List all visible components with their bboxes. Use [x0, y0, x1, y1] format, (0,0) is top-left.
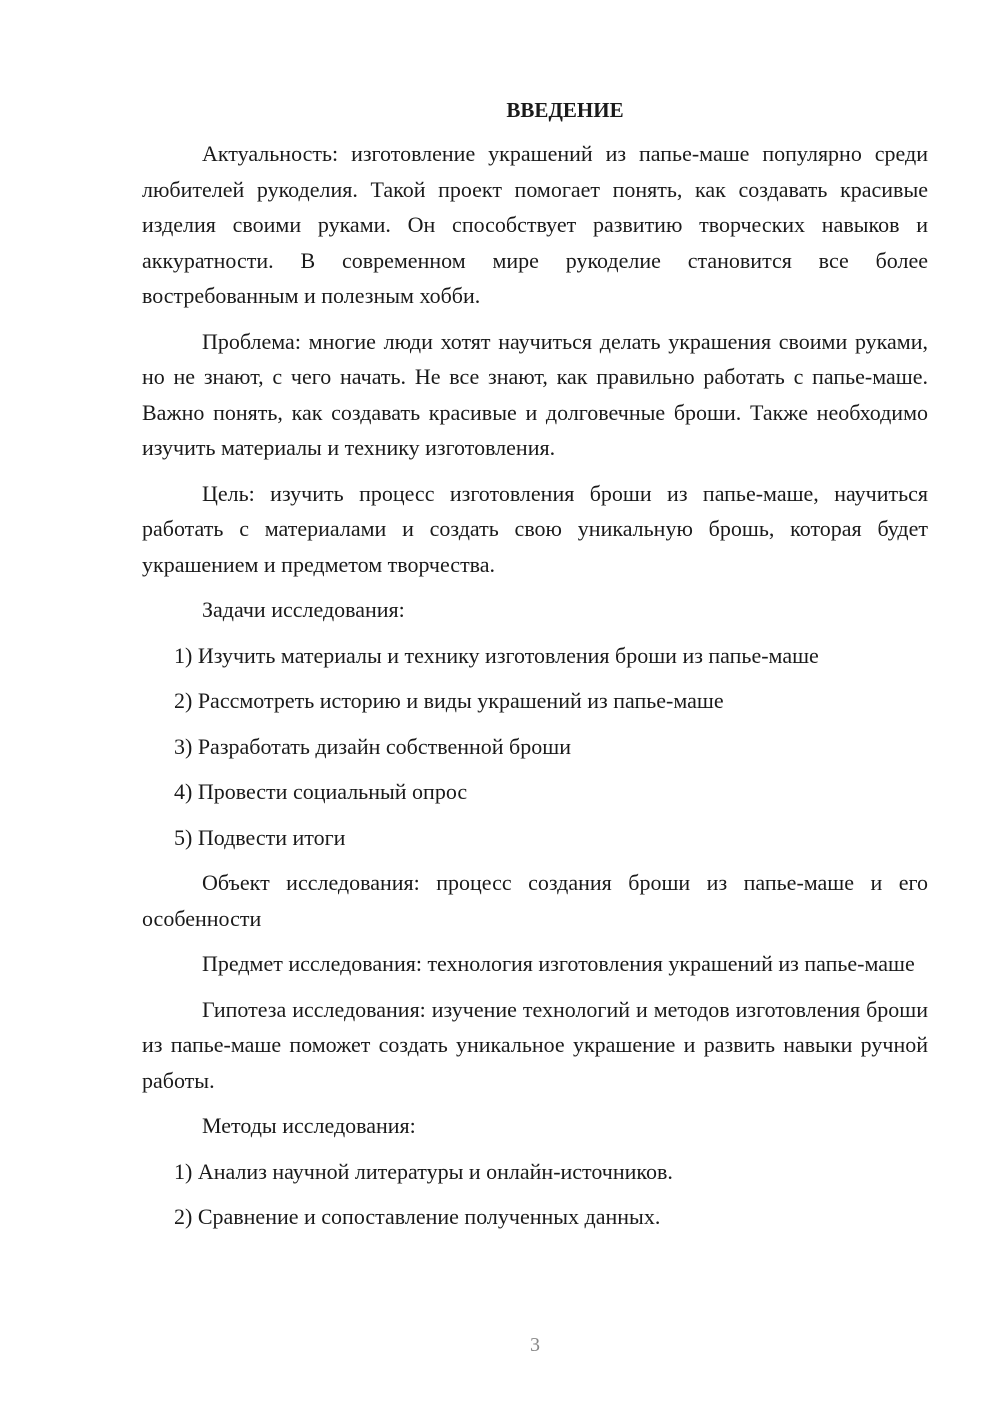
- methods-heading: Методы исследования:: [202, 1113, 416, 1138]
- hypothesis-paragraph: Гипотеза исследования: изучение технологий и методов изготовления броши из папье-маше поможет создать уникальное украшение и развить навыки ручной работы.: [142, 996, 928, 1093]
- list-item: 2) Рассмотреть историю и виды украшений из папье-маше: [174, 688, 724, 713]
- object-paragraph: Объект исследования: процесс создания броши из папье-маше и его особенности: [142, 870, 928, 931]
- goal-paragraph: Цель: изучить процесс изготовления броши из папье-маше, научиться работать с материалами и создать свою уникальную брошь, которая будет украшением и предметом творчества.: [142, 480, 928, 577]
- list-item: 4) Провести социальный опрос: [174, 779, 468, 804]
- list-item: 3) Разработать дизайн собственной броши: [174, 733, 571, 759]
- page-number: 3: [530, 1334, 540, 1356]
- subject-paragraph: Предмет исследования: технология изготовления украшений из папье-маше: [202, 951, 915, 976]
- tasks-list: [142, 638, 928, 856]
- list-item: 1) Анализ научной литературы и онлайн-источников.: [174, 1158, 673, 1184]
- problem-paragraph: Проблема: многие люди хотят научиться делать украшения своими руками, но не знают, с чего начать. Не все знают, как правильно работать с папье-маше. Важно понять, как создавать красивые и долговечные броши. Также необходимо изучить материалы и технику изготовления.: [142, 328, 928, 460]
- relevance-paragraph: Актуальность: изготовление украшений из папье-маше популярно среди любителей рукоделия. Такой проект помогает понять, как создавать красивые изделия своими руками. Он способствует развитию творческих навыков и аккуратности. В современном мире рукоделие становится все более востребованным и полезным хобби.: [142, 141, 928, 308]
- methods-list: [142, 1154, 928, 1235]
- document-page: [142, 94, 928, 1324]
- list-item: 2) Сравнение и сопоставление полученных данных.: [174, 1204, 661, 1229]
- tasks-heading: Задачи исследования:: [202, 597, 405, 622]
- list-item: 5) Подвести итоги: [174, 824, 346, 850]
- section-title: ВВЕДЕНИЕ: [506, 98, 624, 122]
- list-item: 1) Изучить материалы и технику изготовления броши из папье-маше: [174, 642, 819, 668]
